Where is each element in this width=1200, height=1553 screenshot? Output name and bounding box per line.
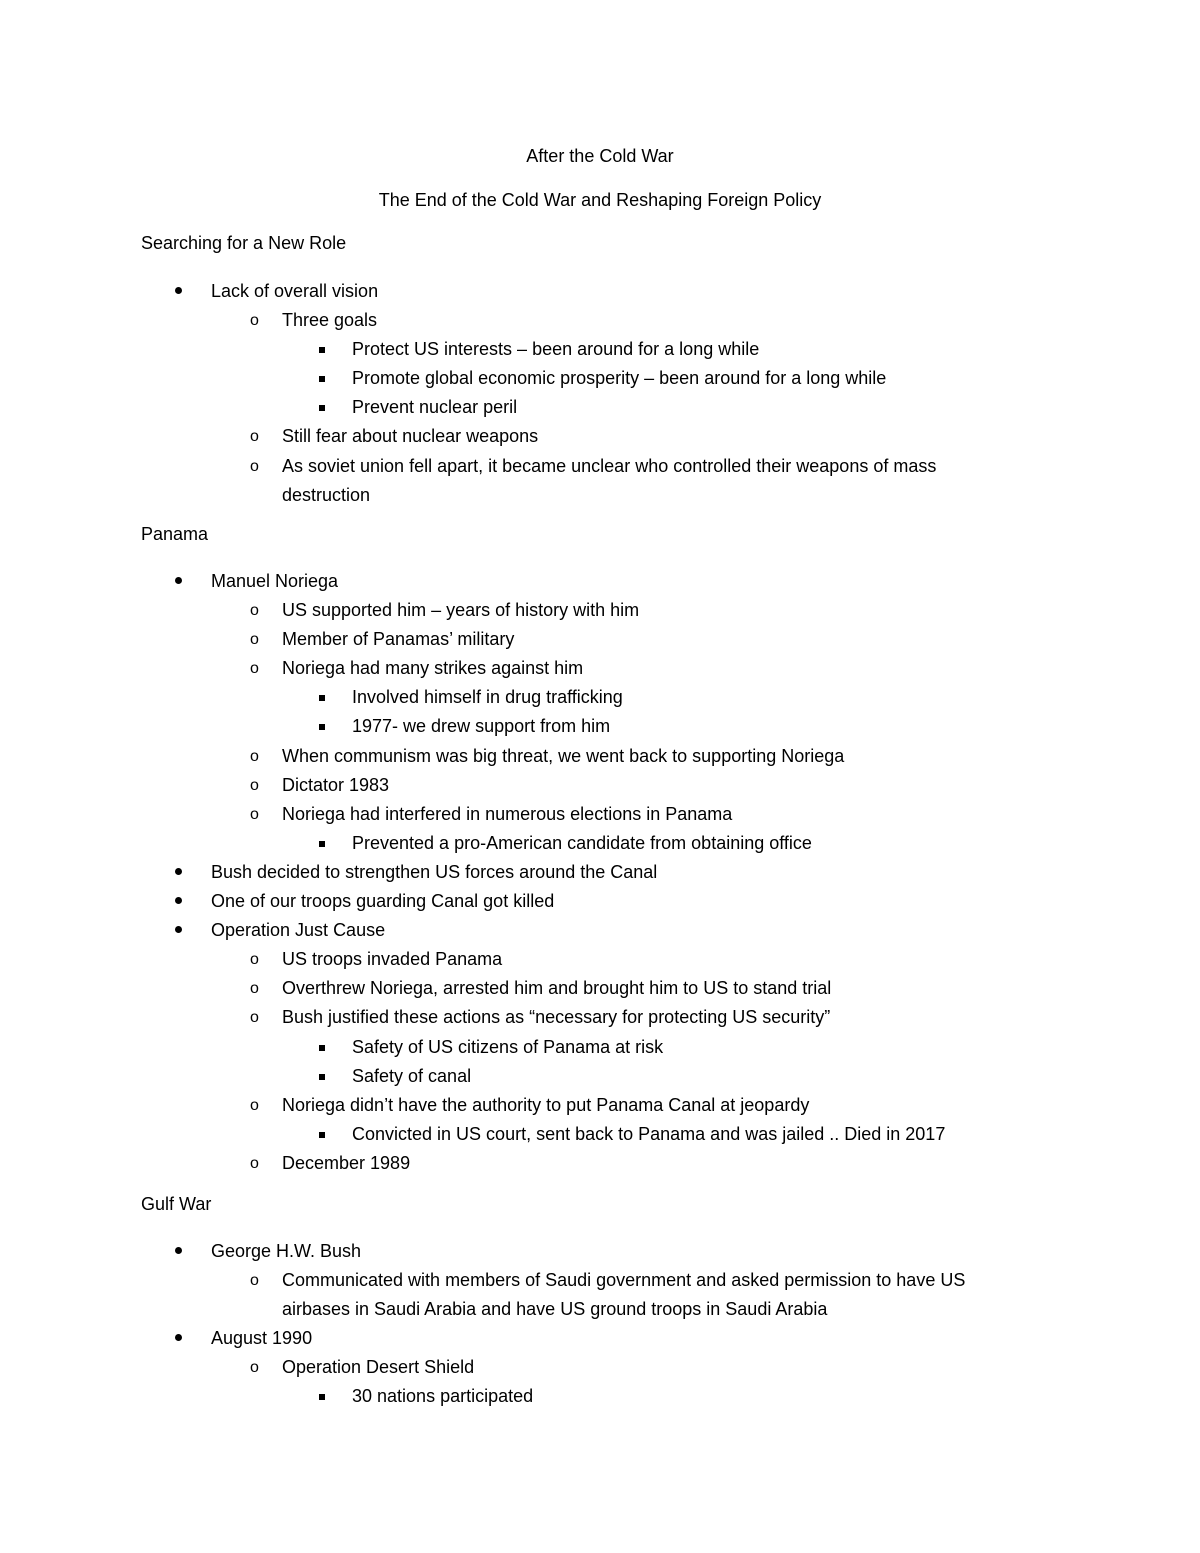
list-item-text: Noriega had many strikes against him bbox=[282, 658, 584, 679]
list-item-text: Member of Panamas’ military bbox=[282, 629, 515, 650]
list-item bbox=[0, 800, 1200, 829]
bullet-dot-icon bbox=[175, 287, 182, 294]
document-title: After the Cold War bbox=[526, 146, 674, 166]
bullet-square-icon bbox=[319, 1132, 325, 1138]
bullet-square-icon bbox=[319, 347, 325, 353]
document-subtitle: The End of the Cold War and Reshaping Foreign Policy bbox=[378, 190, 822, 210]
list-item bbox=[0, 1353, 1200, 1382]
list-item-text: Operation Just Cause bbox=[211, 920, 386, 941]
bullet-circle-icon: o bbox=[250, 1272, 259, 1290]
list-item bbox=[0, 654, 1200, 683]
list-item bbox=[0, 829, 1200, 858]
list-item-text: Noriega had interfered in numerous elections in Panama bbox=[282, 803, 733, 824]
list-item-text: Convicted in US court, sent back to Panama and was jailed .. Died in 2017 bbox=[352, 1123, 946, 1144]
bullet-square-icon bbox=[319, 841, 325, 847]
list-item-text: Involved himself in drug trafficking bbox=[352, 687, 623, 708]
bullet-dot-icon bbox=[175, 897, 182, 904]
list-item-text: Communicated with members of Saudi government and asked permission to have US airbases in Saudi Arabia and have US ground troops in Saudi Arabia bbox=[282, 1270, 966, 1320]
list-item bbox=[0, 1033, 1200, 1062]
bullet-dot-icon bbox=[175, 868, 182, 875]
list-item bbox=[0, 712, 1200, 741]
bullet-square-icon bbox=[319, 405, 325, 411]
list-item bbox=[0, 1062, 1200, 1091]
section-list-gulf-war bbox=[0, 1237, 1200, 1412]
list-item bbox=[0, 1003, 1200, 1032]
list-item bbox=[0, 452, 1200, 510]
list-item bbox=[0, 1324, 1200, 1353]
list-item-text: Promote global economic prosperity – been around for a long while bbox=[352, 368, 887, 389]
list-item-text: 30 nations participated bbox=[352, 1386, 534, 1407]
bullet-square-icon bbox=[319, 376, 325, 382]
list-item bbox=[0, 974, 1200, 1003]
list-item-text: Still fear about nuclear weapons bbox=[282, 426, 539, 447]
bullet-circle-icon: o bbox=[250, 428, 259, 446]
list-item-text: Prevented a pro-American candidate from obtaining office bbox=[352, 832, 812, 853]
bullet-square-icon bbox=[319, 695, 325, 701]
list-item bbox=[0, 277, 1200, 306]
bullet-dot-icon bbox=[175, 1334, 182, 1341]
list-item-text: Dictator 1983 bbox=[282, 774, 390, 795]
list-item-text: Prevent nuclear peril bbox=[352, 397, 518, 418]
bullet-circle-icon: o bbox=[250, 1009, 259, 1027]
list-item bbox=[0, 625, 1200, 654]
bullet-circle-icon: o bbox=[250, 1096, 259, 1114]
bullet-circle-icon: o bbox=[250, 980, 259, 998]
bullet-dot-icon bbox=[175, 926, 182, 933]
list-item bbox=[0, 742, 1200, 771]
section-list-searching bbox=[0, 277, 1200, 510]
bullet-circle-icon: o bbox=[250, 660, 259, 678]
list-item-text: US supported him – years of history with him bbox=[282, 600, 640, 621]
bullet-square-icon bbox=[319, 1394, 325, 1400]
list-item-text: US troops invaded Panama bbox=[282, 949, 503, 970]
list-item-text: As soviet union fell apart, it became unclear who controlled their weapons of mass destruction bbox=[282, 455, 937, 505]
list-item bbox=[0, 945, 1200, 974]
bullet-circle-icon: o bbox=[250, 631, 259, 649]
list-item bbox=[0, 1149, 1200, 1178]
bullet-circle-icon: o bbox=[250, 951, 259, 969]
list-item-text: Safety of canal bbox=[352, 1065, 472, 1086]
section-heading-gulf-war: Gulf War bbox=[141, 1194, 212, 1214]
section-heading-panama: Panama bbox=[141, 524, 209, 544]
list-item bbox=[0, 1091, 1200, 1120]
list-item bbox=[0, 567, 1200, 596]
bullet-circle-icon: o bbox=[250, 312, 259, 330]
section-list-panama bbox=[0, 567, 1200, 1178]
list-item-text: Operation Desert Shield bbox=[282, 1357, 475, 1378]
list-item-text: Bush decided to strengthen US forces around the Canal bbox=[211, 861, 658, 882]
list-item-text: One of our troops guarding Canal got killed bbox=[211, 891, 555, 912]
list-item-text: August 1990 bbox=[211, 1328, 313, 1349]
list-item-text: Bush justified these actions as “necessary for protecting US security” bbox=[282, 1007, 831, 1028]
list-item bbox=[0, 858, 1200, 887]
bullet-circle-icon: o bbox=[250, 1359, 259, 1377]
bullet-circle-icon: o bbox=[250, 457, 259, 475]
list-item bbox=[0, 771, 1200, 800]
list-item-text: Three goals bbox=[282, 310, 378, 331]
list-item bbox=[0, 1266, 1200, 1324]
bullet-square-icon bbox=[319, 1074, 325, 1080]
list-item bbox=[0, 596, 1200, 625]
list-item-text: Lack of overall vision bbox=[211, 281, 379, 301]
list-item bbox=[0, 422, 1200, 451]
list-item-text: Manuel Noriega bbox=[211, 571, 339, 591]
list-item bbox=[0, 916, 1200, 945]
bullet-square-icon bbox=[319, 1045, 325, 1051]
bullet-circle-icon: o bbox=[250, 805, 259, 823]
bullet-dot-icon bbox=[175, 577, 182, 584]
bullet-circle-icon: o bbox=[250, 1154, 259, 1172]
list-item-text: Safety of US citizens of Panama at risk bbox=[352, 1036, 664, 1057]
list-item bbox=[0, 306, 1200, 335]
list-item-text: When communism was big threat, we went back to supporting Noriega bbox=[282, 745, 845, 766]
bullet-square-icon bbox=[319, 724, 325, 730]
list-item bbox=[0, 887, 1200, 916]
bullet-circle-icon: o bbox=[250, 747, 259, 765]
list-item bbox=[0, 335, 1200, 364]
list-item bbox=[0, 1120, 1200, 1149]
bullet-circle-icon: o bbox=[250, 776, 259, 794]
list-item-text: December 1989 bbox=[282, 1152, 411, 1173]
list-item-text: Protect US interests – been around for a long while bbox=[352, 339, 760, 360]
list-item bbox=[0, 364, 1200, 393]
list-item-text: Overthrew Noriega, arrested him and brought him to US to stand trial bbox=[282, 978, 832, 999]
list-item-text: Noriega didn’t have the authority to put Panama Canal at jeopardy bbox=[282, 1094, 810, 1115]
list-item bbox=[0, 683, 1200, 712]
section-heading-searching: Searching for a New Role bbox=[141, 233, 347, 253]
list-item-text: 1977- we drew support from him bbox=[352, 716, 611, 737]
list-item-text: George H.W. Bush bbox=[211, 1241, 362, 1261]
bullet-dot-icon bbox=[175, 1247, 182, 1254]
list-item bbox=[0, 1382, 1200, 1411]
list-item bbox=[0, 1237, 1200, 1266]
list-item bbox=[0, 393, 1200, 422]
bullet-circle-icon: o bbox=[250, 602, 259, 620]
